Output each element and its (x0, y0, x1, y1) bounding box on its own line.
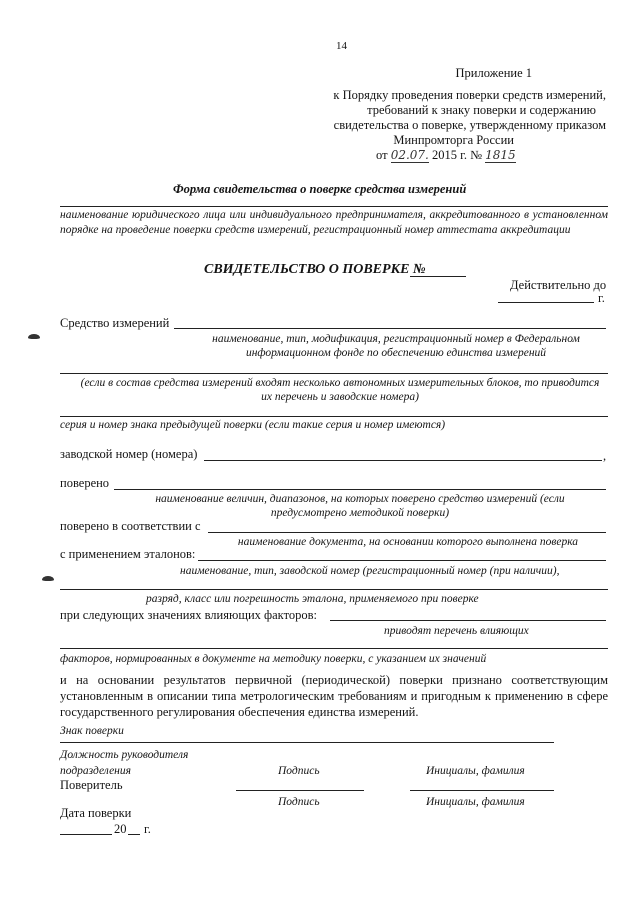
verifier-initials-line (410, 790, 554, 791)
appendix-line: к Порядку проведения поверки средств измерений, (333, 88, 606, 102)
factors-caption-2: факторов, нормированных в документе на методику поверки, с указанием их значений (60, 653, 487, 665)
blocks-caption: (если в состав средства измерений входят несколько автономных измерительных блоков, то приводится их перечень и заводские номера) (80, 377, 600, 403)
factors-line (330, 620, 606, 621)
page-number: 14 (336, 40, 347, 52)
instrument-caption: наименование, тип, модификация, регистрационный номер в Федеральном информационном фонде по обеспечению единства измерений (212, 333, 580, 359)
initials-caption-2: Инициалы, фамилия (426, 796, 525, 808)
serial-line (204, 460, 602, 461)
form-title: Форма свидетельства о поверке средства измерений (173, 182, 467, 196)
standards-line-2 (60, 589, 608, 590)
verified-line (114, 489, 606, 490)
handwritten-number: 1815 (485, 148, 516, 162)
appendix-line: требований к знаку поверки и содержанию (367, 103, 596, 117)
instrument-label: Средство измерений (60, 316, 170, 330)
date-line (60, 834, 112, 835)
org-line (60, 206, 608, 207)
date-suffix: г. (144, 822, 151, 836)
signature-caption: Подпись (278, 765, 320, 777)
year-text: 2015 г. № (431, 148, 483, 162)
accordance-line (208, 532, 606, 533)
valid-until-line (498, 302, 594, 303)
certificate-number-line (410, 276, 466, 277)
valid-until: Действительно до (510, 278, 607, 292)
standards-label: с применением эталонов: (60, 547, 196, 561)
scan-artifact-mark (28, 334, 40, 339)
verified-caption: наименование величин, диапазонов, на которых поверено средство измерений (если предусмотрено методикой поверки) (155, 493, 565, 519)
factors-label: при следующих значениях влияющих факторов: (60, 608, 317, 622)
head-position-text: Должность руководителя подразделения (60, 749, 189, 777)
mark-line (60, 742, 554, 743)
valid-year-suffix: г. (598, 291, 605, 305)
initials-caption: Инициалы, фамилия (426, 765, 525, 777)
date-year-line (128, 834, 140, 835)
conclusion-text: и на основании результатов первичной (периодической) поверки признано соответствующим установленным в описании типа метрологическим требованиям и пригодным к применению в сфере государственного регулирования обеспечения единства измерений. (60, 673, 608, 719)
date-label: Дата поверки (60, 806, 132, 820)
scan-artifact-mark (42, 576, 54, 581)
prev-mark-line (60, 416, 608, 417)
head-position (60, 747, 210, 779)
appendix-date-line (376, 148, 516, 162)
certificate-title: СВИДЕТЕЛЬСТВО О ПОВЕРКЕ № (204, 262, 426, 277)
appendix-line: Минпромторга России (393, 133, 514, 147)
verifier-signature-line (236, 790, 364, 791)
standards-caption: наименование, тип, заводской номер (регистрационный номер (при наличии), (180, 565, 560, 577)
handwritten-date: 02.07. (390, 148, 429, 162)
prev-mark-caption: серия и номер знака предыдущей поверки (если такие серия и номер имеются) (60, 419, 446, 431)
accordance-caption: наименование документа, на основании которого выполнена поверка (237, 536, 579, 548)
appendix-title: Приложение 1 (455, 66, 532, 80)
date-prefix: от (376, 148, 388, 162)
factors-line-2 (60, 648, 608, 649)
standards-line (198, 560, 606, 561)
serial-label: заводской номер (номера) (60, 447, 198, 461)
verified-label: поверено (60, 476, 110, 490)
mark-label: Знак поверки (60, 725, 124, 737)
standards-caption-2: разряд, класс или погрешность эталона, применяемого при поверке (146, 593, 479, 605)
serial-comma: , (603, 449, 607, 463)
verifier-label: Поверитель (60, 778, 123, 792)
factors-caption: приводят перечень влияющих (384, 625, 529, 637)
blocks-line (60, 373, 608, 374)
appendix-line: свидетельства о поверке, утвержденному приказом (333, 118, 606, 132)
org-caption: наименование юридического лица или индивидуального предпринимателя, аккредитованного в установленном порядке на проведение поверки средств измерений, регистрационный номер аттестата аккредитации (60, 209, 608, 236)
signature-caption-2: Подпись (278, 796, 320, 808)
date-year: 20 (114, 822, 127, 836)
instrument-line (174, 328, 606, 329)
accordance-label: поверено в соответствии с (60, 519, 201, 533)
